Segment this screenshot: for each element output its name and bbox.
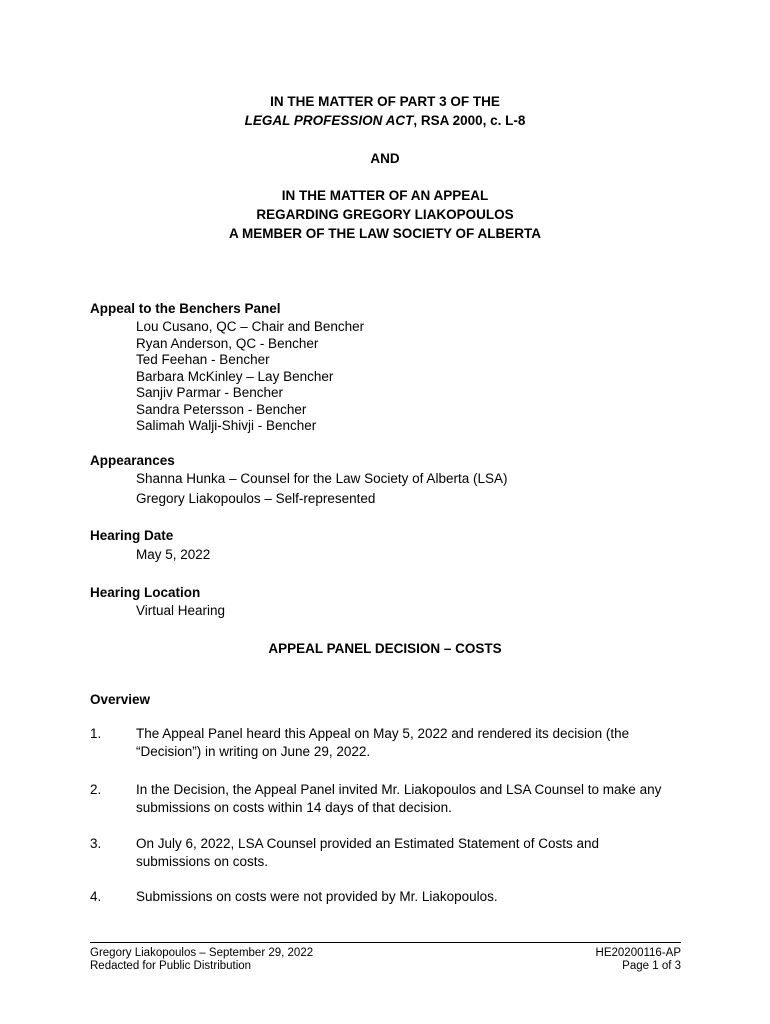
paragraph-line: The Appeal Panel heard this Appeal on May 5, 2022 and rendered its decision (the xyxy=(136,726,630,741)
overview-title: Overview xyxy=(90,692,151,707)
paragraph-number: 4. xyxy=(90,889,102,904)
hearing-date-title: Hearing Date xyxy=(90,528,174,543)
paragraph-line: “Decision”) in writing on June 29, 2022. xyxy=(136,744,371,759)
paragraph-number: 1. xyxy=(90,726,102,741)
panel-member: Lou Cusano, QC – Chair and Bencher xyxy=(136,319,365,334)
heading-and: AND xyxy=(370,151,400,166)
footer-divider xyxy=(90,942,681,943)
paragraph-line: In the Decision, the Appeal Panel invited Mr. Liakopoulos and LSA Counsel to make any xyxy=(136,782,662,797)
paragraph-number: 2. xyxy=(90,782,102,797)
act-citation: , RSA 2000, c. L-8 xyxy=(413,113,526,128)
appearances-title: Appearances xyxy=(90,453,175,468)
footer-left-line-1: Gregory Liakopoulos – September 29, 2022 xyxy=(90,947,314,959)
panel-member: Sanjiv Parmar - Bencher xyxy=(136,385,284,400)
paragraph-line: Submissions on costs were not provided by Mr. Liakopoulos. xyxy=(136,889,498,904)
heading-line-3: IN THE MATTER OF AN APPEAL xyxy=(281,188,489,203)
paragraph-line: submissions on costs within 14 days of that decision. xyxy=(136,800,452,815)
footer-left-line-2: Redacted for Public Distribution xyxy=(90,960,252,972)
paragraph-line: On July 6, 2022, LSA Counsel provided an Estimated Statement of Costs and xyxy=(136,836,600,851)
appearance-item: Gregory Liakopoulos – Self-represented xyxy=(136,491,376,506)
heading-line-4: REGARDING GREGORY LIAKOPOULOS xyxy=(256,207,514,222)
hearing-date-value: May 5, 2022 xyxy=(136,547,211,562)
paragraph-line: submissions on costs. xyxy=(136,854,269,869)
appearance-item: Shanna Hunka – Counsel for the Law Society of Alberta (LSA) xyxy=(136,471,508,486)
panel-member: Sandra Petersson - Bencher xyxy=(136,402,307,417)
heading-line-1: IN THE MATTER OF PART 3 OF THE xyxy=(270,94,500,109)
panel-title: Appeal to the Benchers Panel xyxy=(90,301,281,316)
heading-line-5: A MEMBER OF THE LAW SOCIETY OF ALBERTA xyxy=(229,226,541,241)
footer-page-number: Page 1 of 3 xyxy=(622,960,681,972)
panel-member: Barbara McKinley – Lay Bencher xyxy=(136,369,334,384)
heading-act-line xyxy=(90,112,680,130)
paragraph-number: 3. xyxy=(90,836,102,851)
panel-member: Salimah Walji-Shivji - Bencher xyxy=(136,418,317,433)
hearing-location-value: Virtual Hearing xyxy=(136,603,226,618)
panel-member: Ted Feehan - Bencher xyxy=(136,352,270,367)
act-name: LEGAL PROFESSION ACT xyxy=(244,113,414,128)
hearing-location-title: Hearing Location xyxy=(90,585,201,600)
panel-member: Ryan Anderson, QC - Bencher xyxy=(136,336,319,351)
footer-document-id: HE20200116-AP xyxy=(595,947,681,959)
decision-title: APPEAL PANEL DECISION – COSTS xyxy=(268,641,502,656)
